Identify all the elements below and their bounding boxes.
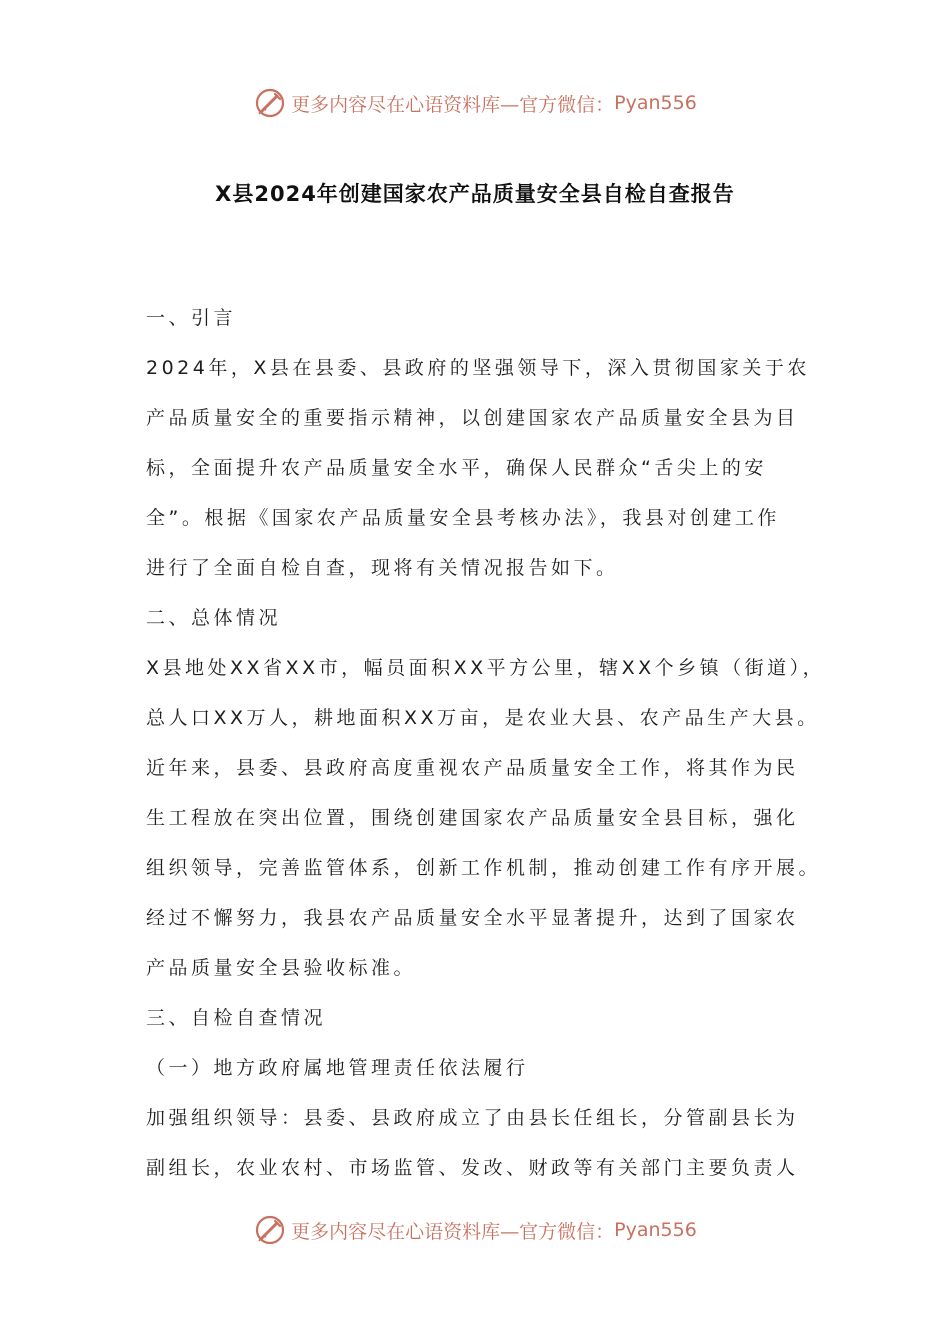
section-heading-overview: 二、总体情况 (146, 607, 282, 629)
paragraph-line: 标，全面提升农产品质量安全水平，确保人民群众“舌尖上的安 (146, 457, 767, 479)
pen-logo-icon (253, 86, 287, 120)
document-body (146, 299, 826, 1199)
header-banner (0, 83, 950, 123)
paragraph-line: 副组长，农业农村、市场监管、发改、财政等有关部门主要负责人 (146, 1157, 799, 1179)
paragraph-line: 产品质量安全县验收标准。 (146, 957, 417, 979)
paragraph-line: 进行了全面自检自查，现将有关情况报告如下。 (146, 557, 619, 579)
banner-text: 更多内容尽在心语资料库—官方微信： (291, 1220, 615, 1243)
footer-banner (0, 1210, 950, 1250)
section-heading-intro: 一、引言 (146, 307, 237, 329)
paragraph-line: 组织领导，完善监管体系，创新工作机制，推动创建工作有序开展。 (146, 857, 822, 879)
banner-wechat-id: Pyan556 (614, 1219, 697, 1241)
paragraph-line: 全”。根据《国家农产品质量安全县考核办法》，我县对创建工作 (146, 507, 780, 529)
paragraph-line: 产品质量安全的重要指示精神，以创建国家农产品质量安全县为目 (146, 407, 799, 429)
paragraph-line: 总人口XX万人，耕地面积XX万亩，是农业大县、农产品生产大县。 (146, 707, 820, 729)
banner-wechat-id: Pyan556 (614, 92, 697, 114)
paragraph-line: 经过不懈努力，我县农产品质量安全水平显著提升，达到了国家农 (146, 907, 799, 929)
pen-logo-icon (253, 1213, 287, 1247)
section-heading-self-check: 三、自检自查情况 (146, 1007, 327, 1029)
document-title: X县2024年创建国家农产品质量安全县自检自查报告 (215, 182, 735, 206)
paragraph-line: 近年来，县委、县政府高度重视农产品质量安全工作，将其作为民 (146, 757, 799, 779)
paragraph-line: X县地处XX省XX市，幅员面积XX平方公里，辖XX个乡镇（街道）， (146, 657, 826, 679)
subsection-heading: （一）地方政府属地管理责任依法履行 (146, 1057, 529, 1079)
paragraph-line: 加强组织领导：县委、县政府成立了由县长任组长，分管副县长为 (146, 1107, 799, 1129)
banner-text: 更多内容尽在心语资料库—官方微信： (291, 93, 615, 116)
paragraph-line: 生工程放在突出位置，围绕创建国家农产品质量安全县目标，强化 (146, 807, 799, 829)
paragraph-line: 2024年，X县在县委、县政府的坚强领导下，深入贯彻国家关于农 (146, 357, 810, 379)
